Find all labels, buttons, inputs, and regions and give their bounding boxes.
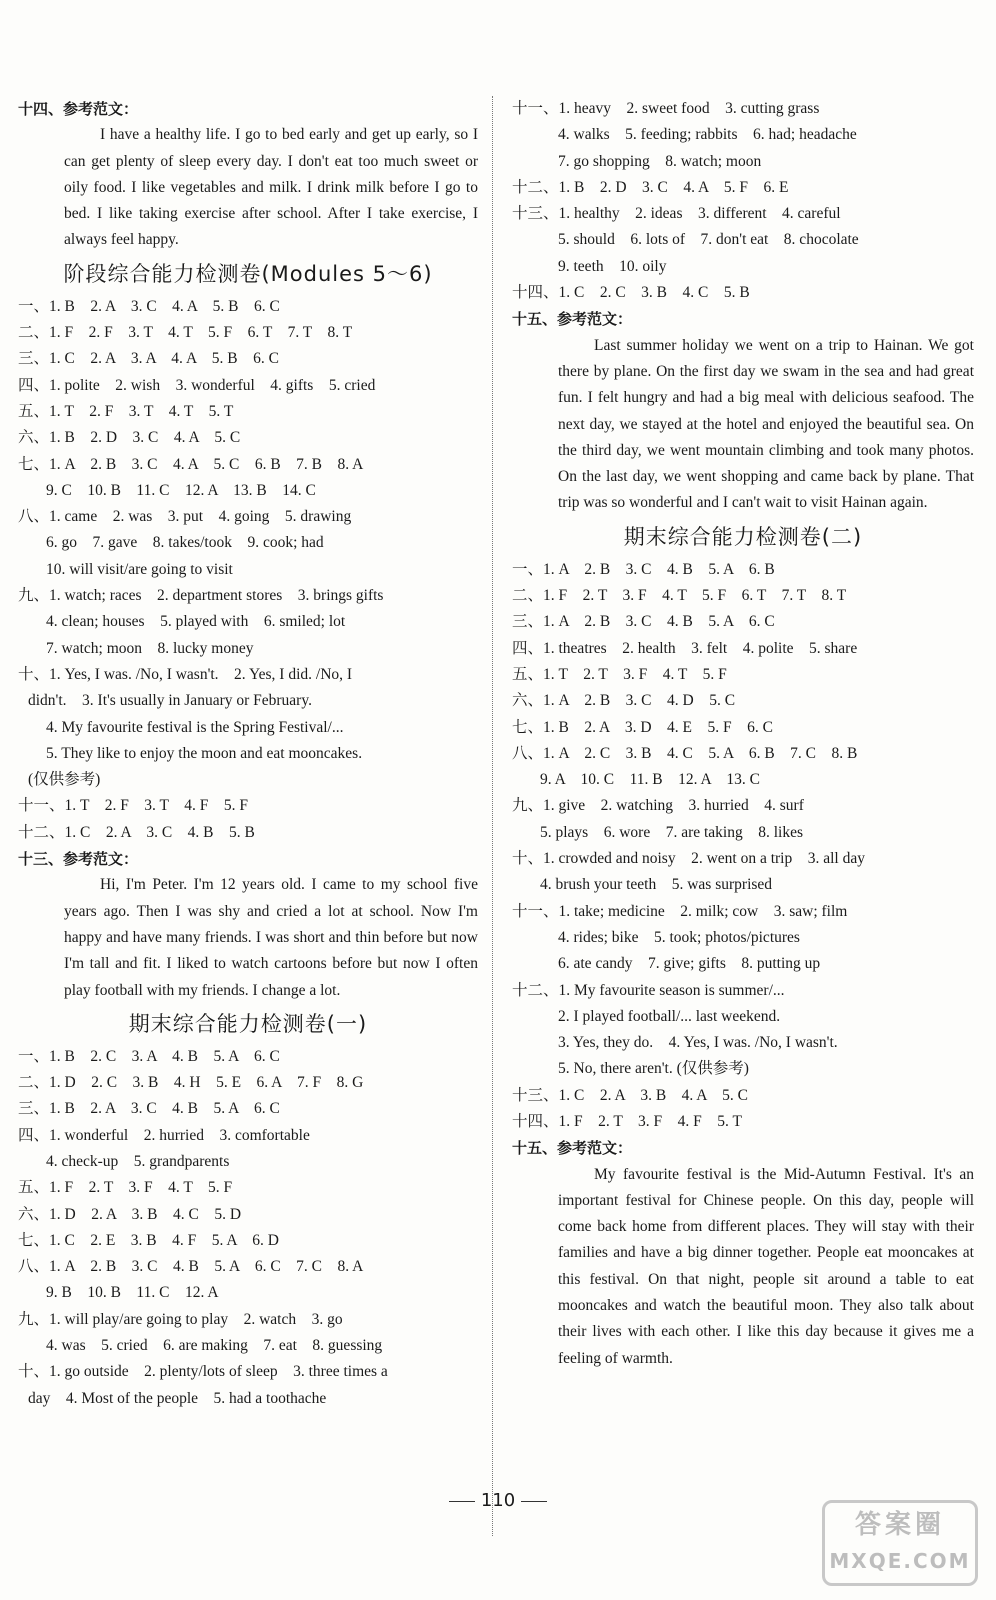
answer-line: 7. watch; moon 8. lucky money (46, 639, 254, 657)
answer-line: 五、1. T 2. F 3. T 4. T 5. T (18, 402, 234, 420)
answer-line: 十四、1. F 2. T 3. F 4. F 5. T (512, 1112, 742, 1130)
answer-line: 一、1. B 2. C 3. A 4. B 5. A 6. C (18, 1047, 280, 1065)
answer-line: 3. Yes, they do. 4. Yes, I was. /No, I wasn't. (558, 1034, 838, 1052)
answer-line: 七、1. A 2. B 3. C 4. A 5. C 6. B 7. B 8. A (18, 455, 364, 473)
answer-line: 三、1. A 2. B 3. C 4. B 5. A 6. C (512, 613, 775, 631)
answer-line: 四、1. polite 2. wish 3. wonderful 4. gifts 5. cried (18, 376, 376, 394)
answer-line: 十、1. go outside 2. plenty/lots of sleep 3. three times a (18, 1363, 388, 1381)
answer-line: 一、1. B 2. A 3. C 4. A 5. B 6. C (18, 297, 280, 315)
section-label: 十四、参考范文： (18, 100, 139, 118)
answer-line: 八、1. came 2. was 3. put 4. going 5. drawing (18, 508, 352, 526)
section-label: 十三、参考范文： (18, 850, 139, 869)
answer-line: 4. was 5. cried 6. are making 7. eat 8. guessing (46, 1337, 383, 1355)
answer-line: 5. should 6. lots of 7. don't eat 8. chocolate (558, 231, 859, 249)
column-divider (492, 96, 493, 1536)
answer-line: 5. No, there aren't. (仅供参考) (558, 1060, 749, 1078)
answer-line: 4. clean; houses 5. played with 6. smiled; lot (46, 613, 346, 631)
answer-line: 八、1. A 2. C 3. B 4. C 5. A 6. B 7. C 8. B (512, 744, 858, 762)
answer-line: 十二、1. My favourite season is summer/... (512, 981, 785, 999)
answer-line: 十、1. Yes, I was. /No, I wasn't. 2. Yes, I did. /No, I (18, 665, 353, 683)
answer-line: 二、1. F 2. T 3. F 4. T 5. F 6. T 7. T 8. T (512, 587, 847, 605)
answer-line: 六、1. A 2. B 3. C 4. D 5. C (512, 692, 736, 710)
answer-line: 十二、1. B 2. D 3. C 4. A 5. F 6. E (512, 178, 789, 196)
answer-line: 9. A 10. C 11. B 12. A 13. C (540, 771, 760, 789)
answer-line: (仅供参考) (28, 771, 101, 789)
answer-list-final-2 (512, 557, 974, 1136)
answer-line: 四、1. theatres 2. health 3. felt 4. polite 5. share (512, 639, 858, 657)
answer-list-right-top (512, 96, 974, 306)
answer-list-mid (18, 294, 478, 846)
answer-line: 五、1. T 2. T 3. F 4. T 5. F (512, 665, 727, 683)
answer-line: 十二、1. C 2. A 3. C 4. B 5. B (18, 823, 255, 841)
answer-line: 5. They like to enjoy the moon and eat mooncakes. (46, 744, 363, 762)
answer-line: 十一、1. T 2. F 3. T 4. F 5. F (18, 797, 248, 815)
answer-line: 4. check-up 5. grandparents (46, 1152, 230, 1170)
answer-line: 九、1. watch; races 2. department stores 3. brings gifts (18, 587, 384, 605)
answer-line: 七、1. C 2. E 3. B 4. F 5. A 6. D (18, 1231, 279, 1249)
answer-line: 7. go shopping 8. watch; moon (558, 152, 762, 170)
test-title-modules-5-6: 阶段综合能力检测卷(Modules 5～6) (63, 261, 433, 286)
section-label: 十五、参考范文： (512, 1139, 633, 1158)
answer-line: 4. rides; bike 5. took; photos/pictures (558, 928, 800, 946)
answer-line: didn't. 3. It's usually in January or February. (28, 692, 312, 710)
answer-line: 五、1. F 2. T 3. F 4. T 5. F (18, 1179, 233, 1197)
answer-line: 十三、1. healthy 2. ideas 3. different 4. careful (512, 205, 841, 223)
answer-line: 6. ate candy 7. give; gifts 8. putting up (558, 955, 821, 973)
answer-line: 一、1. A 2. B 3. C 4. B 5. A 6. B (512, 560, 775, 578)
answer-line: 9. teeth 10. oily (558, 257, 667, 275)
essay-peter: Hi, I'm Peter. I'm 12 years old. I came to my school five years ago. Then I was shy and cried a lot at school. Now I'm happy and have many friends. I was short and thin before but now I'm tall and fit. I liked to watch cartoons before but now I often play football with my friends. I change a lot. (64, 876, 478, 999)
essay-mid-autumn: My favourite festival is the Mid-Autumn Festival. It's an important festival for Chinese people. On this day, people will come back home from different places. They will stay with their families and have a big dinner together. People eat mooncakes at this festival. On that night, people sit around a table to eat mooncakes and watch the beautiful moon. They also talk about their lives with each other. I like this day because it gives me a feeling of warmth. (558, 1165, 974, 1367)
answer-line: 10. will visit/are going to visit (46, 560, 233, 578)
answer-line: 八、1. A 2. B 3. C 4. B 5. A 6. C 7. C 8. A (18, 1258, 364, 1276)
answer-line: 5. plays 6. wore 7. are taking 8. likes (540, 823, 804, 841)
answer-line: 9. C 10. B 11. C 12. A 13. B 14. C (46, 481, 316, 499)
answer-line: day 4. Most of the people 5. had a toothache (28, 1389, 327, 1407)
answer-line: 四、1. wonderful 2. hurried 3. comfortable (18, 1126, 310, 1144)
answer-line: 十一、1. heavy 2. sweet food 3. cutting grass (512, 100, 820, 117)
answer-line: 六、1. B 2. D 3. C 4. A 5. C (18, 429, 241, 447)
test-title-final-2: 期末综合能力检测卷(二) (623, 524, 863, 549)
right-column (512, 96, 974, 1372)
answer-line: 十一、1. take; medicine 2. milk; cow 3. saw; film (512, 902, 848, 920)
test-title-final-1: 期末综合能力检测卷(一) (128, 1011, 368, 1036)
essay-healthy-life: I have a healthy life. I go to bed early and get up early, so I can get plenty of sleep every day. I don't eat too much sweet or oily food. I like vegetables and milk. I drink milk before I go to bed. I like taking exercise after school. After I take exercise, I always feel happy. (64, 126, 478, 249)
answer-line: 十、1. crowded and noisy 2. went on a trip 3. all day (512, 850, 865, 868)
answer-line: 4. My favourite festival is the Spring Festival/... (46, 718, 344, 736)
answer-line: 二、1. F 2. F 3. T 4. T 5. F 6. T 7. T 8. T (18, 324, 353, 342)
left-column (18, 96, 478, 1412)
answer-line: 三、1. B 2. A 3. C 4. B 5. A 6. C (18, 1100, 280, 1118)
answer-line: 三、1. C 2. A 3. A 4. A 5. B 6. C (18, 350, 279, 368)
answer-line: 2. I played football/... last weekend. (558, 1007, 781, 1025)
answer-line: 九、1. give 2. watching 3. hurried 4. surf (512, 797, 804, 815)
answer-line: 七、1. B 2. A 3. D 4. E 5. F 6. C (512, 718, 773, 736)
answer-line: 4. walks 5. feeding; rabbits 6. had; headache (558, 126, 857, 144)
answer-line: 十三、1. C 2. A 3. B 4. A 5. C (512, 1086, 748, 1104)
watermark-logo: 答案圈 MXQE.COM (822, 1500, 978, 1586)
answer-line: 九、1. will play/are going to play 2. watch 3. go (18, 1310, 343, 1328)
section-label: 十五、参考范文： (512, 310, 633, 329)
answer-line: 6. go 7. gave 8. takes/took 9. cook; had (46, 534, 324, 552)
answer-list-final-1 (18, 1044, 478, 1412)
answer-line: 9. B 10. B 11. C 12. A (46, 1284, 219, 1302)
answer-line: 十四、1. C 2. C 3. B 4. C 5. B (512, 284, 750, 302)
page-number: 110 (0, 1490, 996, 1511)
answer-line: 六、1. D 2. A 3. B 4. C 5. D (18, 1205, 242, 1223)
answer-line: 二、1. D 2. C 3. B 4. H 5. E 6. A 7. F 8. G (18, 1074, 364, 1092)
answer-line: 4. brush your teeth 5. was surprised (540, 876, 773, 894)
essay-hainan-trip: Last summer holiday we went on a trip to Hainan. We got there by plane. On the first day we swam in the sea and had great fun. I felt hungry and had a big meal with delicious seafood. The next day, we stayed at the hotel and enjoyed the beautiful sea. On the third day, we went mountain climbing and took many photos. On the last day, we went shopping and came back by plane. That trip was so wonderful and I can't wait to visit Hainan again. (558, 336, 974, 512)
